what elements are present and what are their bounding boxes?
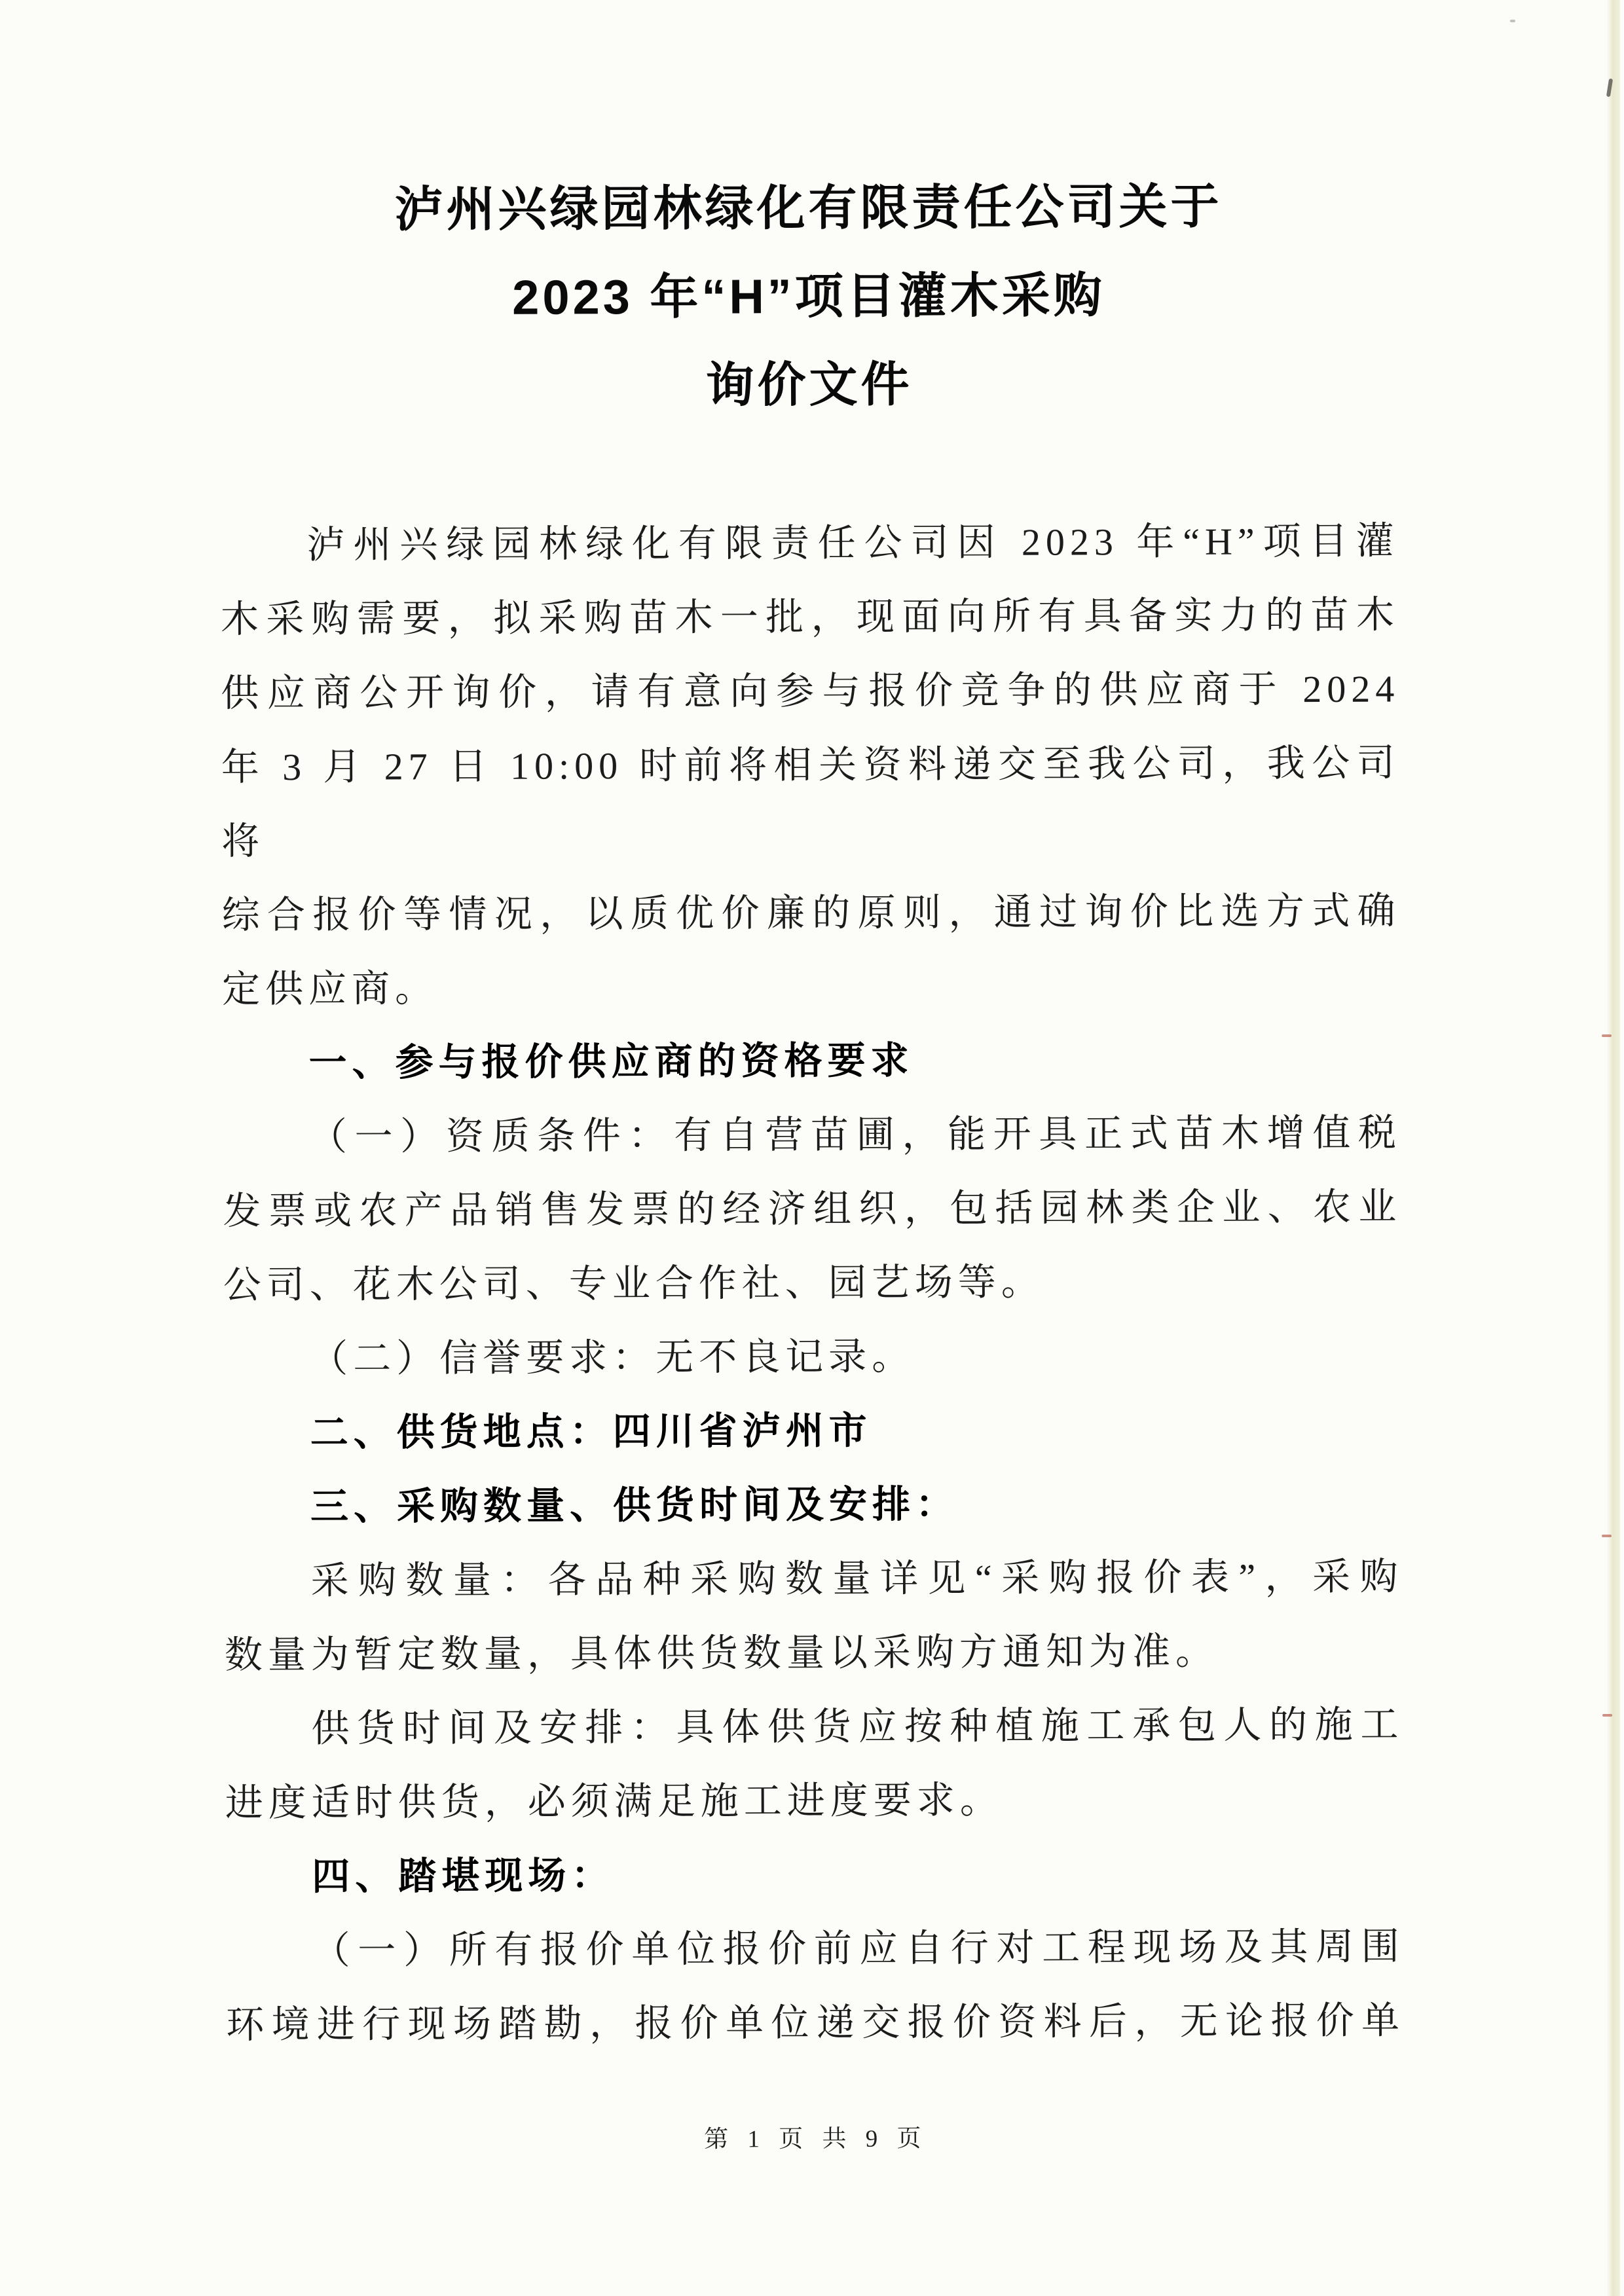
- doc-title-line-2: 2023 年“H”项目灌木采购: [512, 268, 1105, 325]
- scan-artifact-red-mark: [1602, 1714, 1612, 1717]
- body-line: 一、参与报价供应商的资格要求: [308, 1039, 914, 1084]
- body-line: 四、踏堪现场：: [312, 1854, 615, 1898]
- body-line: 供货时间及安排：具体供货应按种植施工承包人的施工: [311, 1703, 1404, 1750]
- body-line: 发票或农产品销售发票的经济组织，包括园林类企业、农业: [223, 1185, 1402, 1233]
- body-line: 二、供货地点：四川省泸州市: [310, 1409, 872, 1454]
- doc-title: [0, 160, 1621, 432]
- body-line: 采购数量：各品种采购数量详见“采购报价表”，采购: [310, 1555, 1403, 1602]
- body-line: （一）所有报价单位报价前应自行对工程现场及其周围: [312, 1925, 1405, 1972]
- body-line: 环境进行现场踏勘，报价单位递交报价资料后，无论报价单: [226, 1999, 1405, 2047]
- body-line: 公司、花木公司、专业合作社、园艺场等。: [223, 1260, 1044, 1307]
- body-line: 三、采购数量、供货时间及安排：: [310, 1483, 959, 1528]
- body-line: （二）信誉要求：无不良记录。: [310, 1335, 915, 1380]
- scan-artifact-red-mark: [1602, 1535, 1612, 1537]
- body-line: 进度适时供货，必须满足施工进度要求。: [225, 1778, 1003, 1825]
- body-line: 泸州兴绿园林绿化有限责任公司因 2023 年“H”项目灌: [306, 519, 1399, 566]
- scan-artifact-speck: [1510, 20, 1515, 22]
- doc-title-line-3: 询价文件: [705, 357, 913, 412]
- body-line: 综合报价等情况，以质优价廉的原则，通过询价比选方式确: [221, 889, 1401, 937]
- body-line: 数量为暂定数量，具体供货数量以采购方通知为准。: [224, 1630, 1219, 1677]
- scan-edge-strip: [1607, 0, 1620, 2296]
- body-line: 年 3 月 27 日 10:00 时前将相关资料递交至我公司，我公司将: [221, 741, 1400, 863]
- doc-body: [220, 504, 1405, 2062]
- page-number-footer: 第 1 页 共 9 页: [704, 2125, 928, 2153]
- doc-title-line-1: 泸州兴绿园林绿化有限责任公司关于: [394, 179, 1223, 237]
- body-line: 供应商公开询价，请有意向参与报价竞争的供应商于 2024: [221, 667, 1400, 715]
- body-line: 木采购需要，拟采购苗木一批，现面向所有具备实力的苗木: [220, 593, 1400, 641]
- body-line: 定供应商。: [221, 967, 439, 1011]
- scan-artifact-red-mark: [1602, 1034, 1612, 1037]
- body-line: （一）资质条件：有自营苗圃，能开具正式苗木增值税: [308, 1111, 1402, 1158]
